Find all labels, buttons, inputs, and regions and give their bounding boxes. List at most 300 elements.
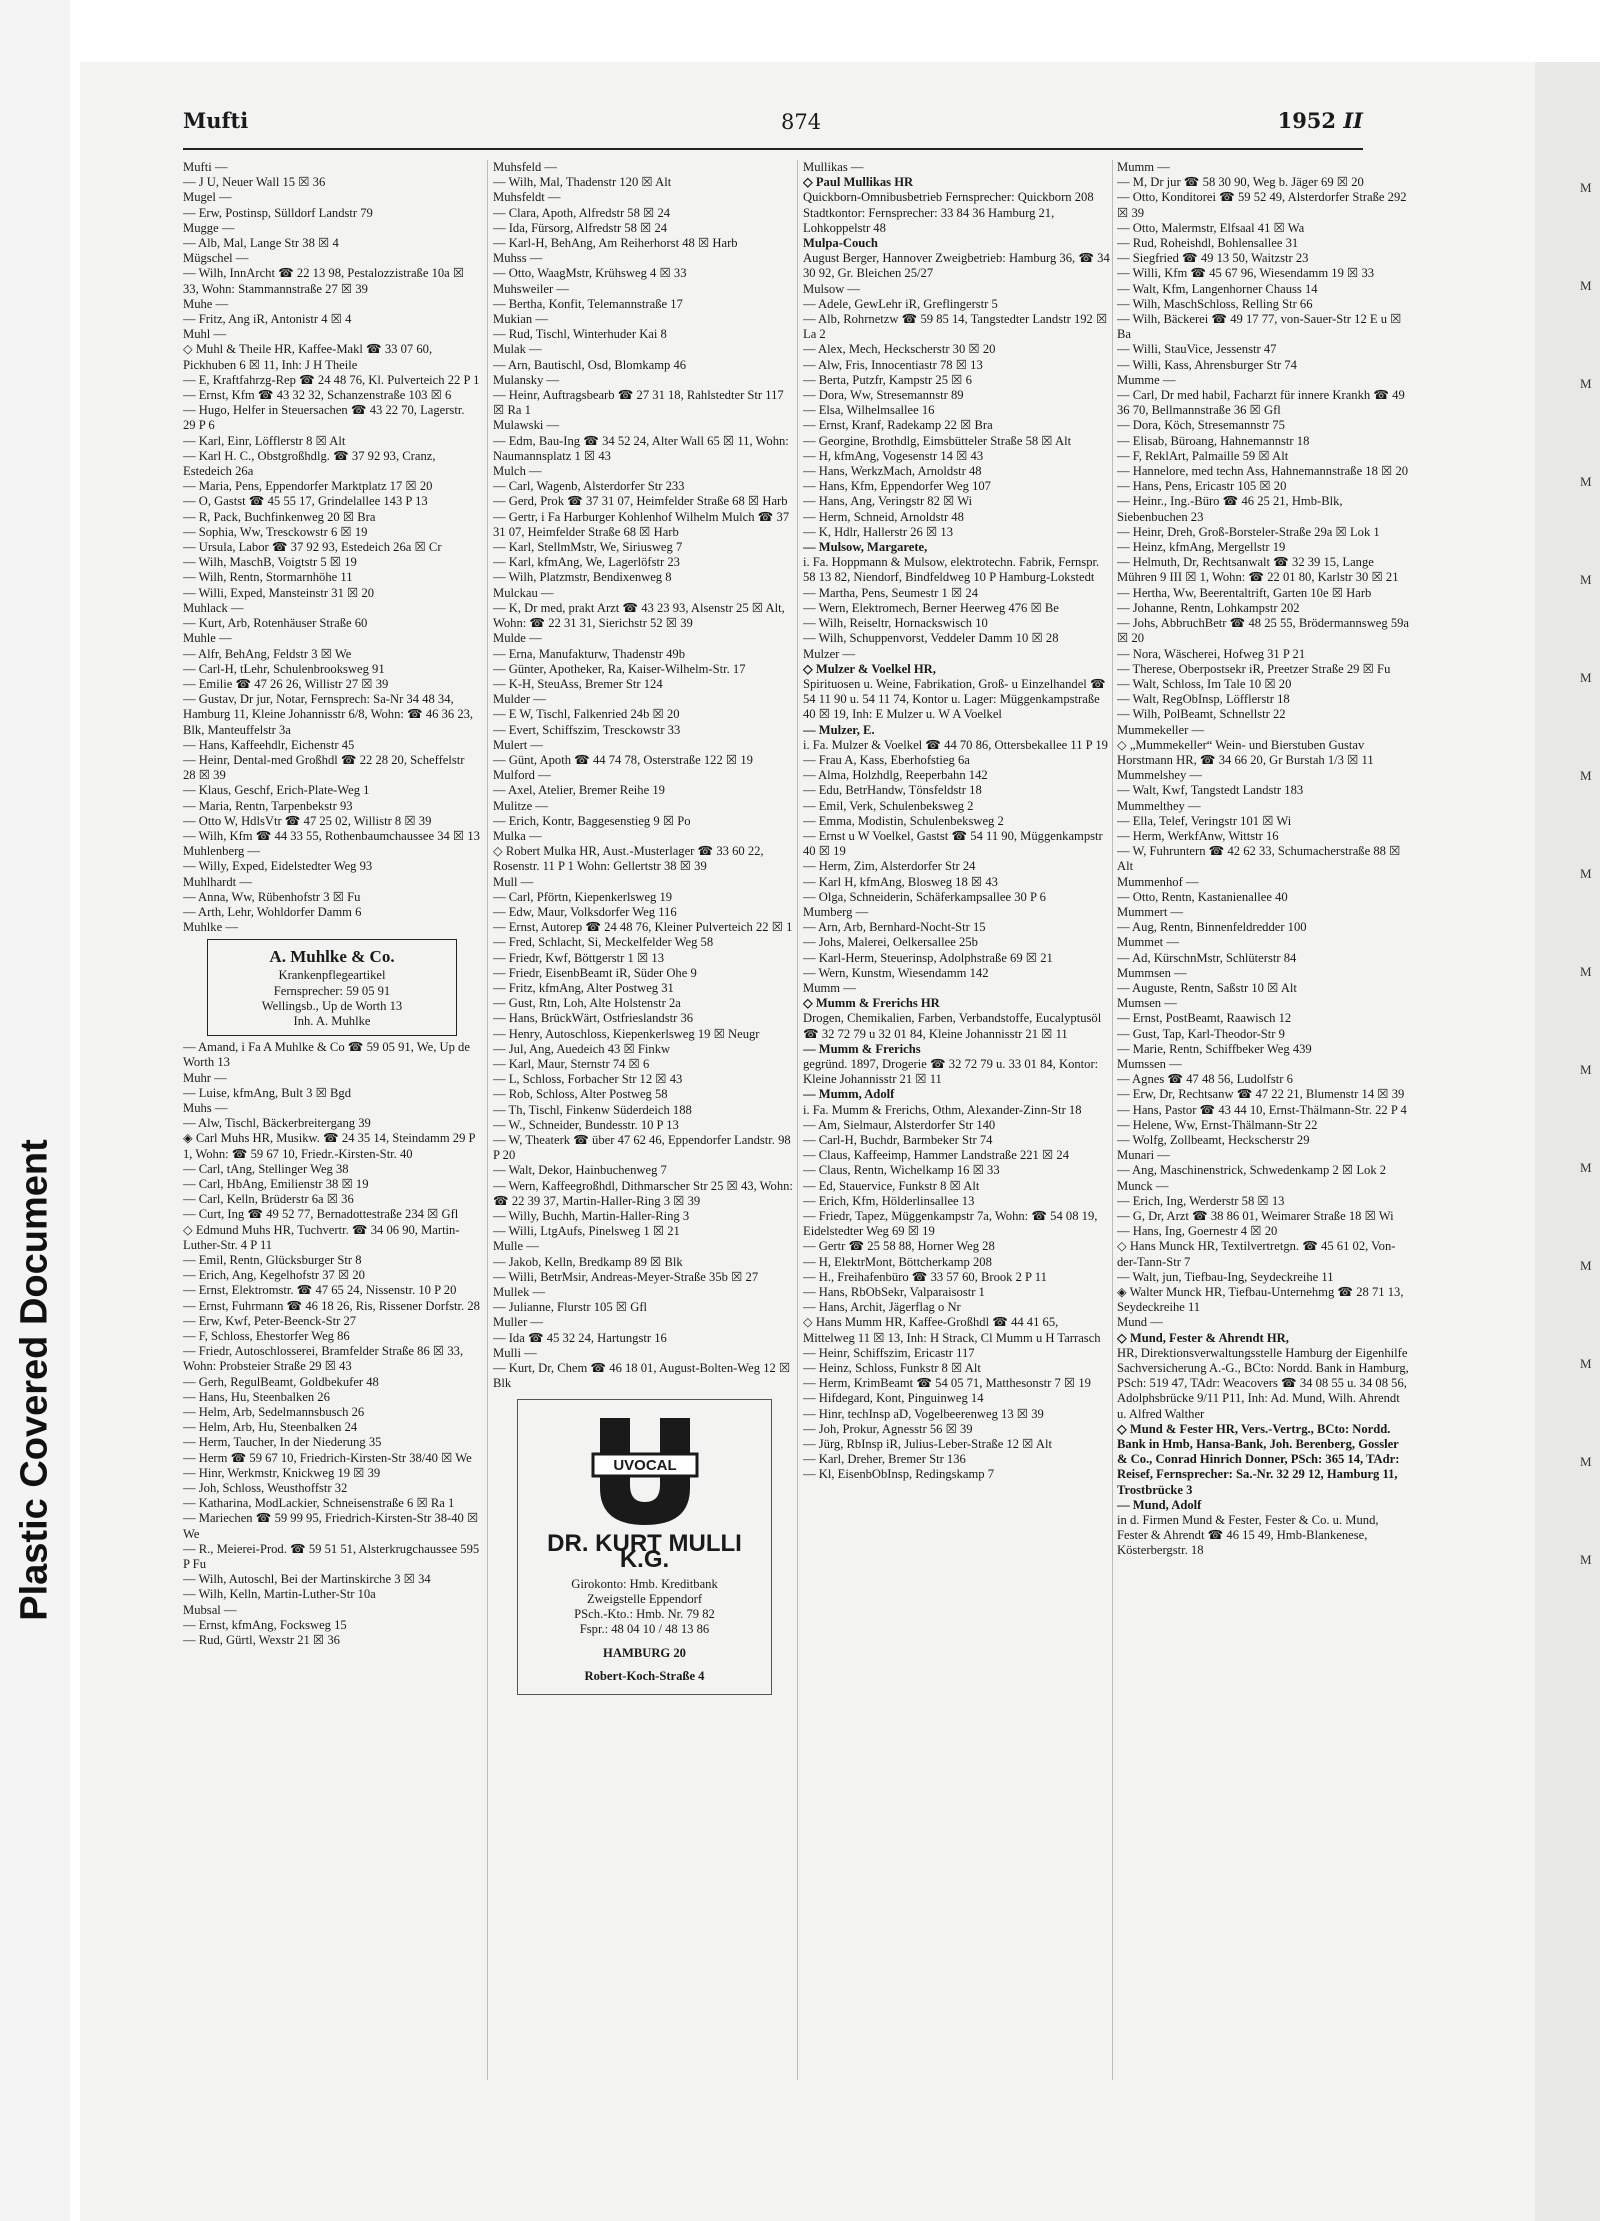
directory-entry: — Gerh, RegulBeamt, Goldbekufer 48	[183, 1374, 379, 1389]
business-entry: ◇ Mulzer & Voelkel HR,	[803, 661, 936, 676]
advertiser-line: PSch.-Kto.: Hmb. Nr. 79 82	[574, 1607, 715, 1622]
directory-entry: — Emil, Rentn, Glücksburger Str 8	[183, 1253, 362, 1268]
directory-entry: — W, Theaterk ☎ über 47 62 46, Eppendorfer Landstr. 98 P 20	[493, 1133, 791, 1163]
surname-heading: Mulle —	[493, 1239, 539, 1254]
directory-entry: August Berger, Hannover Zweigbetrieb: Hamburg 36, ☎ 34 30 92, Gr. Bleichen 25/27	[803, 251, 1110, 281]
directory-entry: — Hans, Kfm, Eppendorfer Weg 107	[803, 479, 991, 494]
surname-heading: Munck —	[1117, 1178, 1169, 1193]
directory-entry: — Otto, Malermstr, Elfsaal 41 ☒ Wa	[1117, 220, 1305, 235]
surname-heading: Mulckau —	[493, 585, 554, 600]
company-line: Fernsprecher: 59 05 91	[273, 983, 391, 998]
directory-entry: — O, Gastst ☎ 45 55 17, Grindelallee 143 P 13	[183, 494, 428, 509]
directory-entry: — Wern, Kunstm, Wiesendamm 142	[803, 965, 989, 980]
surname-heading: Muhsfeld —	[493, 160, 558, 174]
directory-entry: — Gertr, i Fa Harburger Kohlenhof Wilhelm Mulch ☎ 37 31 07, Heimfelder Straße 68 ☒ Harb	[493, 509, 790, 539]
directory-entry: — Hans, BrückWärt, Ostfrieslandstr 36	[493, 1011, 694, 1026]
surname-heading: Mullikas —	[803, 160, 864, 174]
directory-entry: — Wolfg, Zollbeamt, Heckscherstr 29	[1117, 1133, 1310, 1147]
directory-entry: Spirituosen u. Weine, Fabrikation, Groß- u Einzelhandel ☎ 54 11 90 u. 54 11 74, Kontor u. Lager: Müggenkampstraße 40 ☒ 19, Inh: E Mulzer u. W A Voelkel	[803, 676, 1106, 722]
directory-entry: — Claus, Rentn, Wichelkamp 16 ☒ 33	[803, 1163, 1000, 1178]
directory-column-3	[803, 160, 1110, 2080]
directory-entry: — Walt, jun, Tiefbau-Ing, Seydeckreihe 11	[1117, 1269, 1334, 1284]
next-page-letters	[1580, 180, 1600, 1650]
surname-heading: Mulawski —	[493, 418, 560, 433]
directory-entry: — Karl-H, BehAng, Am Reiherhorst 48 ☒ Harb	[493, 236, 738, 251]
directory-entry: — Friedr, Autoschlosserei, Bramfelder Straße 86 ☒ 33, Wohn: Probsteier Straße 29 ☒ 43	[183, 1344, 464, 1374]
directory-entry: — Amand, i Fa A Muhlke & Co ☎ 59 05 91, We, Up de Worth 13	[183, 1040, 470, 1070]
directory-entry: — Joh, Prokur, Agnesstr 56 ☒ 39	[803, 1421, 973, 1436]
directory-entry: — Hans, Ing, Goernestr 4 ☒ 20	[1117, 1224, 1278, 1239]
margin-letter: M	[1580, 474, 1592, 489]
directory-entry: ◇ Hans Mumm HR, Kaffee-Großhdl ☎ 44 41 65, Mittelweg 11 ☒ 13, Inh: H Strack, Cl Mumm u H Tarrasch	[803, 1315, 1101, 1345]
directory-entry: — Herm, Zim, Alsterdorfer Str 24	[803, 859, 976, 874]
directory-entry: — Hinr, Werkmstr, Knickweg 19 ☒ 39	[183, 1465, 381, 1480]
directory-entry: — Helmuth, Dr, Rechtsanwalt ☎ 32 39 15, Lange Mühren 9 III ☒ 1, Wohn: ☎ 22 01 80, Karlstr 30 ☒ 21	[1117, 555, 1399, 585]
directory-entry: — H, kfmAng, Vogesenstr 14 ☒ 43	[803, 448, 984, 463]
directory-entry: — Ursula, Labor ☎ 37 92 93, Estedeich 26a ☒ Cr	[183, 540, 442, 555]
surname-heading: Muhl —	[183, 327, 227, 342]
surname-heading: Muhr —	[183, 1070, 227, 1085]
directory-entry: — Henry, Autoschloss, Kiepenkerlsweg 19 ☒ Neugr	[493, 1026, 760, 1041]
directory-entry: — Wilh, Kfm ☎ 44 33 55, Rothenbaumchaussee 34 ☒ 13	[183, 828, 480, 843]
directory-entry: — Dora, Köch, Stresemannstr 75	[1117, 418, 1285, 433]
directory-entry: — Dora, Ww, Stresemannstr 89	[803, 388, 964, 403]
surname-heading: Mulde —	[493, 631, 542, 646]
uvocal-logo	[585, 1410, 705, 1530]
surname-heading: Mummelshey —	[1117, 768, 1203, 783]
directory-entry: Quickborn-Omnibusbetrieb Fernsprecher: Quickborn 208 Stadtkontor: Fernsprecher: 33 84 36 Hamburg 21, Lohkoppelstr 48	[803, 190, 1094, 235]
directory-column-1	[183, 160, 480, 2080]
directory-column-4	[1117, 160, 1410, 2080]
directory-entry: — Willy, Exped, Eidelstedter Weg 93	[183, 859, 373, 874]
margin-letter: M	[1580, 964, 1592, 979]
directory-entry: — Johanne, Rentn, Lohkampstr 202	[1117, 600, 1300, 615]
directory-entry: — Am, Sielmaur, Alsterdorfer Str 140	[803, 1117, 996, 1132]
directory-entry: i. Fa. Mumm & Frerichs, Othm, Alexander-Zinn-Str 18	[803, 1102, 1082, 1117]
directory-entry: — Berta, Putzfr, Kampstr 25 ☒ 6	[803, 372, 972, 387]
directory-entry: — Herm, Schneid, Arnoldstr 48	[803, 509, 964, 524]
business-entry: — Mulzer, E.	[803, 722, 875, 737]
directory-entry: — Wilh, Autoschl, Bei der Martinskirche 3 ☒ 34	[183, 1572, 431, 1587]
directory-entry: — F, Schloss, Ehestorfer Weg 86	[183, 1329, 350, 1344]
directory-entry: — Willi, LtgAufs, Pinelsweg 1 ☒ 21	[493, 1224, 680, 1239]
directory-entry: — Elisab, Büroang, Hahnemannstr 18	[1117, 433, 1310, 448]
directory-entry: — Alb, Rohrnetzw ☎ 59 85 14, Tangstedter Landstr 192 ☒ La 2	[803, 312, 1108, 342]
page-header	[183, 108, 1363, 150]
directory-entry: — Hans, Pastor ☎ 43 44 10, Ernst-Thälmann-Str. 22 P 4	[1117, 1102, 1407, 1117]
surname-heading: Mund —	[1117, 1315, 1163, 1330]
margin-letter: M	[1580, 1454, 1592, 1469]
directory-entry: — Wilh, Rentn, Stormarnhöhe 11	[183, 570, 353, 585]
company-name: A. Muhlke & Co.	[269, 947, 395, 967]
directory-entry: — Emma, Modistin, Schulenbeksweg 2	[803, 813, 1004, 828]
advertiser-line: Zweigstelle Eppendorf	[586, 1592, 703, 1607]
surname-heading: Muhss —	[493, 251, 543, 266]
directory-entry: — Hannelore, med techn Ass, Hahnemannstraße 18 ☒ 20	[1117, 464, 1409, 479]
directory-entry: — Hans, RbObSekr, Valparaisostr 1	[803, 1285, 985, 1300]
directory-entry: — Ernst, PostBeamt, Raawisch 12	[1117, 1011, 1292, 1026]
directory-entry: — Otto, Konditorei ☎ 59 52 49, Alsterdorfer Straße 292 ☒ 39	[1117, 190, 1407, 220]
directory-entry: Drogen, Chemikalien, Farben, Verbandstoffe, Eucalyptusöl ☎ 32 72 79 u 32 01 84, Kleine Johannisstr 21 ☒ 11	[803, 1011, 1102, 1041]
surname-heading: Mügschel —	[183, 251, 249, 266]
directory-entry: — Georgine, Brothdlg, Eimsbütteler Straße 58 ☒ Alt	[803, 433, 1072, 448]
surname-heading: Mummsen —	[1117, 965, 1187, 980]
directory-entry: — Olga, Schneiderin, Schäferkampsallee 30 P 6	[803, 889, 1046, 904]
directory-entry: — Clara, Apoth, Alfredstr 58 ☒ 24	[493, 205, 671, 220]
directory-entry: — Herm ☎ 59 67 10, Friedrich-Kirsten-Str 38/40 ☒ We	[183, 1450, 472, 1465]
surname-heading: Mulansky —	[493, 372, 560, 387]
directory-entry: — Herm, KrimBeamt ☎ 54 05 71, Matthesonstr 7 ☒ 19	[803, 1376, 1091, 1391]
directory-entry: — Aug, Rentn, Binnenfeldredder 100	[1117, 920, 1307, 935]
business-entry: ◇ Mund & Fester HR, Vers.-Vertrg., BCto: Nordd. Bank in Hmb, Hansa-Bank, Joh. Berenberg, Gossler & Co., Conrad Hinrich Donner, PSch: 365 14, TAdr: Reisef, Fernsprecher: Sa.-Nr. 32 29 12, Hamburg 11, Trostbrücke 3	[1117, 1421, 1400, 1497]
directory-entry: — Karl H. C., Obstgroßhdlg. ☎ 37 92 93, Cranz, Estedeich 26a	[183, 448, 436, 479]
directory-entry: — Hans, Hu, Steenbalken 26	[183, 1389, 330, 1404]
directory-entry: — Kurt, Dr, Chem ☎ 46 18 01, August-Bolten-Weg 12 ☒ Blk	[493, 1361, 791, 1391]
directory-entry: ◇ Robert Mulka HR, Aust.-Musterlager ☎ 33 60 22, Rosenstr. 11 P 1 Wohn: Gellertstr 38 ☒ 39	[493, 844, 764, 874]
surname-heading: Muhlhardt —	[183, 874, 252, 889]
directory-entry: — Gustav, Dr jur, Notar, Fernsprech: Sa-Nr 34 48 34, Hamburg 11, Kleine Johannisstr 6/8, Wohn: ☎ 46 36 23, Blk, Manteuffelstr 3a	[183, 692, 474, 737]
surname-heading: Mulka —	[493, 828, 542, 843]
surname-heading: Muhle —	[183, 631, 232, 646]
directory-entry: — Maria, Rentn, Tarpenbekstr 93	[183, 798, 353, 813]
directory-entry: — Willi, Exped, Mansteinstr 31 ☒ 20	[183, 585, 375, 600]
directory-entry: — Ernst, Kfm ☎ 43 32 32, Schanzenstraße 103 ☒ 6	[183, 388, 452, 403]
directory-entry: — F, ReklArt, Palmaille 59 ☒ Alt	[1117, 448, 1289, 463]
directory-entry: — Luise, kfmAng, Bult 3 ☒ Bgd	[183, 1085, 352, 1100]
directory-entry: — Hans, Ang, Veringstr 82 ☒ Wi	[803, 494, 973, 509]
directory-entry: — Ernst, Autorep ☎ 24 48 76, Kleiner Pulverteich 22 ☒ 1	[493, 920, 793, 935]
directory-entry: — Walt, Kfm, Langenhorner Chauss 14	[1117, 281, 1318, 296]
surname-heading: Mukian —	[493, 312, 548, 327]
left-sidebar	[0, 0, 70, 2221]
surname-heading: Mulli —	[493, 1345, 537, 1360]
directory-entry: — Rob, Schloss, Alter Postweg 58	[493, 1087, 668, 1102]
directory-entry: — Herm, WerkfAnw, Wittstr 16	[1117, 828, 1279, 843]
directory-entry: — Edm, Bau-Ing ☎ 34 52 24, Alter Wall 65 ☒ 11, Wohn: Naumannsplatz 1 ☒ 43	[493, 433, 789, 463]
surname-heading: Muller —	[493, 1315, 544, 1330]
directory-entry: — Karl, Dreher, Bremer Str 136	[803, 1452, 966, 1467]
directory-entry: — Gertr ☎ 25 58 88, Horner Weg 28	[803, 1239, 995, 1254]
directory-entry: — Alfr, BehAng, Feldstr 3 ☒ We	[183, 646, 352, 661]
directory-entry: — Fritz, Ang iR, Antonistr 4 ☒ 4	[183, 312, 352, 327]
directory-entry: — H, ElektrMont, Böttcherkamp 208	[803, 1254, 992, 1269]
directory-entry: — Friedr, Tapez, Müggenkampstr 7a, Wohn: ☎ 54 08 19, Eidelstedter Weg 69 ☒ 19	[803, 1209, 1098, 1239]
directory-entry: — Alex, Mech, Heckscherstr 30 ☒ 20	[803, 342, 996, 357]
directory-entry: — Jürg, RbInsp iR, Julius-Leber-Straße 12 ☒ Alt	[803, 1437, 1053, 1452]
directory-entry: — Erich, Ing, Werderstr 58 ☒ 13	[1117, 1193, 1285, 1208]
directory-entry: — Otto W, HdlsVtr ☎ 47 25 02, Willistr 8 ☒ 39	[183, 813, 432, 828]
directory-entry: — Elsa, Wilhelmsallee 16	[803, 403, 935, 418]
directory-entry: — R, Pack, Buchfinkenweg 20 ☒ Bra	[183, 509, 376, 524]
directory-entry: — W., Schneider, Bundesstr. 10 P 13	[493, 1117, 679, 1132]
surname-heading: Mumssen —	[1117, 1056, 1182, 1071]
advertisement	[517, 1399, 772, 1695]
directory-entry: — Günt, Apoth ☎ 44 74 78, Osterstraße 122 ☒ 19	[493, 752, 753, 767]
surname-heading: Mull —	[493, 874, 534, 889]
surname-heading: Mugge —	[183, 220, 235, 235]
directory-entry: — Sophia, Ww, Tresckowstr 6 ☒ 19	[183, 524, 368, 539]
surname-heading: Mulch —	[493, 464, 542, 479]
surname-heading: Mubsal —	[183, 1602, 237, 1617]
advertiser-line: Girokonto: Hmb. Kreditbank	[571, 1576, 718, 1591]
advertiser-line: Robert-Koch-Straße 4	[584, 1668, 705, 1683]
company-box	[207, 939, 457, 1036]
directory-entry: — Friedr, EisenbBeamt iR, Süder Ohe 9	[493, 965, 697, 980]
directory-entry: — Carl, Wagenb, Alsterdorfer Str 233	[493, 479, 685, 494]
directory-entry: — Wern, Elektromech, Berner Heerweg 476 ☒ Be	[803, 600, 1059, 615]
directory-entry: — Alma, Holzhdlg, Reeperbahn 142	[803, 768, 988, 783]
directory-entry: — Maria, Pens, Eppendorfer Marktplatz 17 ☒ 20	[183, 479, 433, 494]
directory-entry: — Wilh, MaschSchloss, Relling Str 66	[1117, 296, 1313, 311]
business-entry: ◇ Mund, Fester & Ahrendt HR,	[1117, 1330, 1289, 1345]
directory-entry: ◈ Carl Muhs HR, Musikw. ☎ 24 35 14, Steindamm 29 P 1, Wohn: ☎ 59 67 10, Friedr.-Kirsten-Str. 40	[183, 1131, 476, 1161]
surname-heading: Mummenhof —	[1117, 874, 1199, 889]
directory-entry: — Herm, Taucher, In der Niederung 35	[183, 1435, 382, 1450]
directory-entry: — Erich, Kontr, Baggesenstieg 9 ☒ Po	[493, 813, 691, 828]
directory-entry: — Erw, Postinsp, Sülldorf Landstr 79	[183, 205, 373, 220]
directory-entry: — J U, Neuer Wall 15 ☒ 36	[183, 175, 326, 190]
directory-column-2	[493, 160, 793, 2080]
surname-heading: Muhlke —	[183, 920, 238, 935]
directory-entry: — Fred, Schlacht, Si, Meckelfelder Weg 58	[493, 935, 714, 950]
directory-entry: — Edw, Maur, Volksdorfer Weg 116	[493, 904, 677, 919]
directory-entry: — Karl, kfmAng, We, Lagerlöfstr 23	[493, 555, 680, 570]
directory-entry: HR, Direktionsverwaltungsstelle Hamburg der Eigenhilfe Sachversicherung A.-G., BCto: Nordd. Bank in Hamburg, PSch: 519 47, TAdr: Weacovers ☎ 34 08 55 u. 34 08 56, Adolphsbrücke 9/11 P11, Inh: Ad. Mund, Wilh. Ahrendt u. Alfred Walther	[1117, 1345, 1409, 1421]
directory-entry: i. Fa. Hoppmann & Mulsow, elektrotechn. Fabrik, Fernspr. 58 13 82, Niendorf, Bindfeldweg 10 P Hamburg-Lokstedt	[803, 555, 1100, 585]
directory-entry: — K-H, SteuAss, Bremer Str 124	[493, 676, 663, 691]
surname-heading: Mugel —	[183, 190, 232, 205]
directory-entry: ◇ „Mummekeller“ Wein- und Bierstuben Gustav Horstmann HR, ☎ 34 66 20, Gr Burstah 1/3 ☒ 11	[1117, 737, 1374, 767]
directory-entry: — Gerd, Prok ☎ 37 31 07, Heimfelder Straße 68 ☒ Harb	[493, 494, 788, 509]
directory-entry: — Otto, Rentn, Kastanienallee 40	[1117, 889, 1288, 904]
business-entry: — Mulsow, Margarete,	[803, 540, 928, 555]
directory-entry: — Julianne, Flurstr 105 ☒ Gfl	[493, 1300, 648, 1315]
margin-letter: M	[1580, 768, 1592, 783]
directory-entry: — Willi, Kass, Ahrensburger Str 74	[1117, 357, 1297, 372]
surname-heading: Mufti —	[183, 160, 228, 174]
directory-entry: — H., Freihafenbüro ☎ 33 57 60, Brook 2 P 11	[803, 1269, 1047, 1284]
margin-letter: M	[1580, 572, 1592, 587]
directory-entry: — Joh, Schloss, Weusthoffstr 32	[183, 1481, 348, 1496]
margin-letter: M	[1580, 278, 1592, 293]
directory-entry: — G, Dr, Arzt ☎ 38 86 01, Weimarer Straße 18 ☒ Wi	[1117, 1209, 1394, 1224]
sidebar-label: Plastic Covered Document	[13, 1139, 56, 1621]
directory-entry: — Heinr, Schiffszim, Ericastr 117	[803, 1345, 975, 1360]
directory-entry: — Hans, WerkzMach, Arnoldstr 48	[803, 464, 982, 479]
company-line: Inh. A. Muhlke	[293, 1013, 371, 1028]
directory-entry: — Ida ☎ 45 32 24, Hartungstr 16	[493, 1330, 667, 1345]
surname-heading: Muhs —	[183, 1100, 228, 1115]
directory-entry: — Karl, StellmMstr, We, Siriusweg 7	[493, 540, 683, 555]
directory-entry: — Johs, Malerei, Oelkersallee 25b	[803, 935, 978, 950]
directory-entry: ◇ Muhl & Theile HR, Kaffee-Makl ☎ 33 07 60, Pickhuben 6 ☒ 11, Inh: J H Theile	[183, 342, 433, 372]
directory-entry: ◇ Edmund Muhs HR, Tuchvertr. ☎ 34 06 90, Martin-Luther-Str. 4 P 11	[183, 1222, 460, 1252]
surname-heading: Mumsen —	[1117, 996, 1177, 1011]
surname-heading: Mulder —	[493, 692, 546, 707]
directory-entry: — Helene, Ww, Ernst-Thälmann-Str 22	[1117, 1117, 1318, 1132]
directory-entry: — Erw, Kwf, Peter-Beenck-Str 27	[183, 1313, 357, 1328]
margin-letter: M	[1580, 866, 1592, 881]
margin-letter: M	[1580, 1258, 1592, 1273]
directory-entry: in d. Firmen Mund & Fester, Fester & Co. u. Mund, Fester & Ahrendt ☎ 46 15 49, Hmb-Blankenese, Kösterbergstr. 18	[1117, 1513, 1379, 1558]
business-entry: ◇ Mumm & Frerichs HR	[803, 996, 940, 1011]
directory-entry: — Claus, Kaffeeimp, Hammer Landstraße 221 ☒ 24	[803, 1148, 1070, 1163]
directory-entry: — Ad, KürschnMstr, Schlüterstr 84	[1117, 950, 1297, 965]
directory-entry: — Wilh, PolBeamt, Schnellstr 22	[1117, 707, 1286, 722]
directory-entry: — Adele, GewLehr iR, Greflingerstr 5	[803, 296, 998, 311]
surname-heading: Mumme —	[1117, 372, 1176, 387]
directory-entry: — Carl, Kelln, Brüderstr 6a ☒ 36	[183, 1192, 354, 1207]
directory-entry: — Wilh, InnArcht ☎ 22 13 98, Pestalozzistraße 10a ☒ 33, Wohn: Stammannstraße 27 ☒ 39	[183, 266, 465, 296]
directory-entry: — Heinr, Dental-med Großhdl ☎ 22 28 20, Scheffelstr 28 ☒ 39	[183, 752, 465, 783]
surname-heading: Muhlack —	[183, 600, 244, 615]
directory-entry: — Karl, Einr, Löfflerstr 8 ☒ Alt	[183, 433, 346, 448]
directory-entry: — Alw, Fris, Innocentiastr 78 ☒ 13	[803, 357, 983, 372]
directory-entry: — Ernst, Elektromstr. ☎ 47 65 24, Nissenstr. 10 P 20	[183, 1283, 457, 1298]
directory-entry: — Fritz, kfmAng, Alter Postweg 31	[493, 980, 674, 995]
directory-entry: — E, Kraftfahrzg-Rep ☎ 24 48 76, Kl. Pulverteich 22 P 1	[183, 372, 480, 387]
part-value: II	[1343, 108, 1363, 133]
directory-entry: — Anna, Ww, Rübenhofstr 3 ☒ Fu	[183, 889, 361, 904]
directory-entry: — Wern, Kaffeegroßhdl, Dithmarscher Str 25 ☒ 43, Wohn: ☎ 22 39 37, Martin-Haller-Ring 3 ☒ 39	[493, 1178, 793, 1208]
year-value: 1952	[1277, 108, 1337, 133]
surname-heading: Muhe —	[183, 296, 229, 311]
surname-heading: Mulsow —	[803, 281, 861, 296]
directory-entry: — Otto, WaagMstr, Krühsweg 4 ☒ 33	[493, 266, 687, 281]
directory-entry: — Jakob, Kelln, Bredkamp 89 ☒ Blk	[493, 1254, 683, 1269]
directory-entry: — Marie, Rentn, Schiffbeker Weg 439	[1117, 1041, 1312, 1056]
directory-entry: — Ernst, Kranf, Radekamp 22 ☒ Bra	[803, 418, 993, 433]
directory-entry: — Carl, tAng, Stellinger Weg 38	[183, 1161, 349, 1176]
margin-letter: M	[1580, 376, 1592, 391]
directory-entry: — Alb, Mal, Lange Str 38 ☒ 4	[183, 236, 339, 251]
directory-entry: — Carl, Dr med habil, Facharzt für innere Krankh ☎ 49 36 70, Bellmannstraße 36 ☒ Gfl	[1117, 388, 1405, 418]
directory-entry: — Arn, Arb, Bernhard-Nocht-Str 15	[803, 920, 986, 935]
directory-entry: — Hans, Pens, Ericastr 105 ☒ 20	[1117, 479, 1287, 494]
surname-heading: Mulak —	[493, 342, 542, 357]
directory-entry: — Carl-H, tLehr, Schulenbrooksweg 91	[183, 661, 385, 676]
header-keyword: Mufti	[183, 108, 249, 133]
header-year	[1278, 108, 1363, 133]
directory-entry: — Helm, Arb, Sedelmannsbusch 26	[183, 1405, 365, 1420]
directory-entry: — Hinr, techInsp aD, Vogelbeerenweg 13 ☒ 39	[803, 1406, 1044, 1421]
directory-entry: — Hans, Kaffeehdlr, Eichenstr 45	[183, 737, 355, 752]
surname-heading: Muhsfeldt —	[493, 190, 561, 205]
directory-entry: — Wilh, Kelln, Martin-Luther-Str 10a	[183, 1587, 376, 1602]
margin-letter: M	[1580, 180, 1592, 195]
column-divider	[797, 160, 798, 2080]
margin-letter: M	[1580, 670, 1592, 685]
directory-entry: — Emil, Verk, Schulenbeksweg 2	[803, 798, 974, 813]
directory-entry: — Auguste, Rentn, Saßstr 10 ☒ Alt	[1117, 980, 1297, 995]
directory-entry: — Heinz, kfmAng, Mergellstr 19	[1117, 540, 1286, 555]
business-entry: ◇ Paul Mullikas HR	[803, 175, 914, 190]
logo-text: UVOCAL	[612, 1457, 677, 1475]
business-entry: Mulpa-Couch	[803, 236, 878, 251]
directory-entry: — Martha, Pens, Seumestr 1 ☒ 24	[803, 585, 978, 600]
directory-entry: — Karl H, kfmAng, Blosweg 18 ☒ 43	[803, 874, 998, 889]
directory-entry: ◈ Walter Munck HR, Tiefbau-Unternehmg ☎ 28 71 13, Seydeckreihe 11	[1117, 1285, 1404, 1315]
directory-entry: — Curt, Ing ☎ 49 52 77, Bernadottestraße 234 ☒ Gfl	[183, 1207, 459, 1222]
directory-entry: — W, Fuhruntern ☎ 42 62 33, Schumacherstraße 88 ☒ Alt	[1117, 844, 1401, 874]
surname-heading: Mummert —	[1117, 904, 1184, 919]
surname-heading: Muhlenberg —	[183, 844, 261, 859]
directory-entry: — Wilh, Mal, Thadenstr 120 ☒ Alt	[493, 175, 672, 190]
directory-entry: — Heinr, Dreh, Groß-Borsteler-Straße 29a ☒ Lok 1	[1117, 524, 1380, 539]
directory-entry: — Walt, Kwf, Tangstedt Landstr 183	[1117, 783, 1304, 798]
directory-entry: — Ernst u W Voelkel, Gastst ☎ 54 11 90, Müggenkampstr 40 ☒ 19	[803, 828, 1103, 859]
directory-entry: — Wilh, Platzmstr, Bendixenweg 8	[493, 570, 672, 585]
directory-entry: — Ida, Fürsorg, Alfredstr 58 ☒ 24	[493, 220, 668, 235]
surname-heading: Mumm —	[1117, 160, 1170, 174]
directory-entry: — Wilh, Reiseltr, Hornackswisch 10	[803, 616, 988, 631]
directory-entry: — Hifdegard, Kont, Pinguinweg 14	[803, 1391, 984, 1406]
directory-entry: — Bertha, Konfit, Telemannstraße 17	[493, 296, 683, 311]
directory-entry: — Jul, Ang, Auedeich 43 ☒ Finkw	[493, 1041, 671, 1056]
margin-letter: M	[1580, 1062, 1592, 1077]
directory-entry: — Gust, Tap, Karl-Theodor-Str 9	[1117, 1026, 1285, 1041]
directory-entry: — Erich, Ang, Kegelhofstr 37 ☒ 20	[183, 1268, 365, 1283]
directory-entry: — Emilie ☎ 47 26 26, Willistr 27 ☒ 39	[183, 676, 389, 691]
directory-entry: gegründ. 1897, Drogerie ☎ 32 72 79 u. 33 01 84, Kontor: Kleine Johannisstr 21 ☒ 11	[803, 1056, 1099, 1087]
directory-entry: — Klaus, Geschf, Erich-Plate-Weg 1	[183, 783, 370, 798]
directory-entry: — Kurt, Arb, Rotenhäuser Straße 60	[183, 616, 368, 631]
directory-entry: — Ernst, Fuhrmann ☎ 46 18 26, Ris, Rissener Dorfstr. 28	[183, 1298, 480, 1313]
advertiser-line: Fspr.: 48 04 10 / 48 13 86	[579, 1622, 710, 1637]
directory-entry: — Hans, Archit, Jägerflag o Nr	[803, 1300, 961, 1315]
margin-letter: M	[1580, 1552, 1592, 1567]
directory-entry: — Helm, Arb, Hu, Steenbalken 24	[183, 1420, 358, 1435]
margin-letter: M	[1580, 1160, 1592, 1175]
header-page-number: 874	[781, 110, 822, 134]
directory-entry: — Carl-H, Buchdr, Barmbeker Str 74	[803, 1133, 993, 1147]
surname-heading: Muhsweiler —	[493, 281, 569, 296]
directory-entry: — Gust, Rtn, Loh, Alte Holstenstr 2a	[493, 996, 681, 1011]
business-entry: — Mund, Adolf	[1117, 1497, 1202, 1512]
directory-entry: — Walt, Dekor, Hainbuchenweg 7	[493, 1163, 667, 1178]
advertiser-name: DR. KURT MULLI K.G.	[547, 1530, 742, 1573]
directory-entry: — R., Meierei-Prod. ☎ 59 51 51, Alsterkrugchaussee 595 P Fu	[183, 1541, 480, 1572]
directory-entry: — E W, Tischl, Falkenried 24b ☒ 20	[493, 707, 680, 722]
surname-heading: Mulert —	[493, 737, 544, 752]
directory-entry: — Erich, Kfm, Hölderlinsallee 13	[803, 1193, 975, 1208]
directory-entry: — Willi, BetrMsir, Andreas-Meyer-Straße 35b ☒ 27	[493, 1269, 759, 1284]
surname-heading: Mulitze —	[493, 798, 548, 813]
directory-entry: — Heinr, Auftragsbearb ☎ 27 31 18, Rahlstedter Str 117 ☒ Ra 1	[493, 388, 784, 418]
directory-entry: — Wilh, Bäckerei ☎ 49 17 77, von-Sauer-Str 12 E u ☒ Ba	[1117, 312, 1402, 342]
directory-entry: — Axel, Atelier, Bremer Reihe 19	[493, 783, 665, 798]
surname-heading: Mulzer —	[803, 646, 856, 661]
directory-entry: — Rud, Gürtl, Wexstr 21 ☒ 36	[183, 1633, 340, 1648]
advertiser-line: HAMBURG 20	[603, 1645, 686, 1660]
directory-entry: — Wilh, MaschB, Voigtstr 5 ☒ 19	[183, 555, 357, 570]
directory-entry: — Günter, Apotheker, Ra, Kaiser-Wilhelm-Str. 17	[493, 661, 746, 676]
directory-entry: — Katharina, ModLackier, Schneisenstraße 6 ☒ Ra 1	[183, 1496, 455, 1511]
directory-entry: — Evert, Schiffszim, Tresckowstr 33	[493, 722, 681, 737]
directory-entry: — Hugo, Helfer in Steuersachen ☎ 43 22 70, Lagerstr. 29 P 6	[183, 403, 465, 433]
directory-entry: — Ernst, kfmAng, Focksweg 15	[183, 1617, 347, 1632]
surname-heading: Mumm —	[803, 980, 856, 995]
company-line: Krankenpflegeartikel	[278, 968, 386, 983]
margin-letter: M	[1580, 1356, 1592, 1371]
directory-entry: — K, Hdlr, Hallerstr 26 ☒ 13	[803, 524, 953, 539]
directory-entry: — Hertha, Ww, Beerentaltrift, Garten 10e ☒ Harb	[1117, 585, 1372, 600]
business-entry: — Mumm, Adolf	[803, 1087, 895, 1102]
surname-heading: Mummelthey —	[1117, 798, 1201, 813]
directory-entry: — Heinz, Schloss, Funkstr 8 ☒ Alt	[803, 1361, 981, 1376]
directory-entry: — Karl-Herm, Steuerinsp, Adolphstraße 69 ☒ 21	[803, 950, 1053, 965]
directory-entry: — Willy, Buchh, Martin-Haller-Ring 3	[493, 1209, 690, 1224]
